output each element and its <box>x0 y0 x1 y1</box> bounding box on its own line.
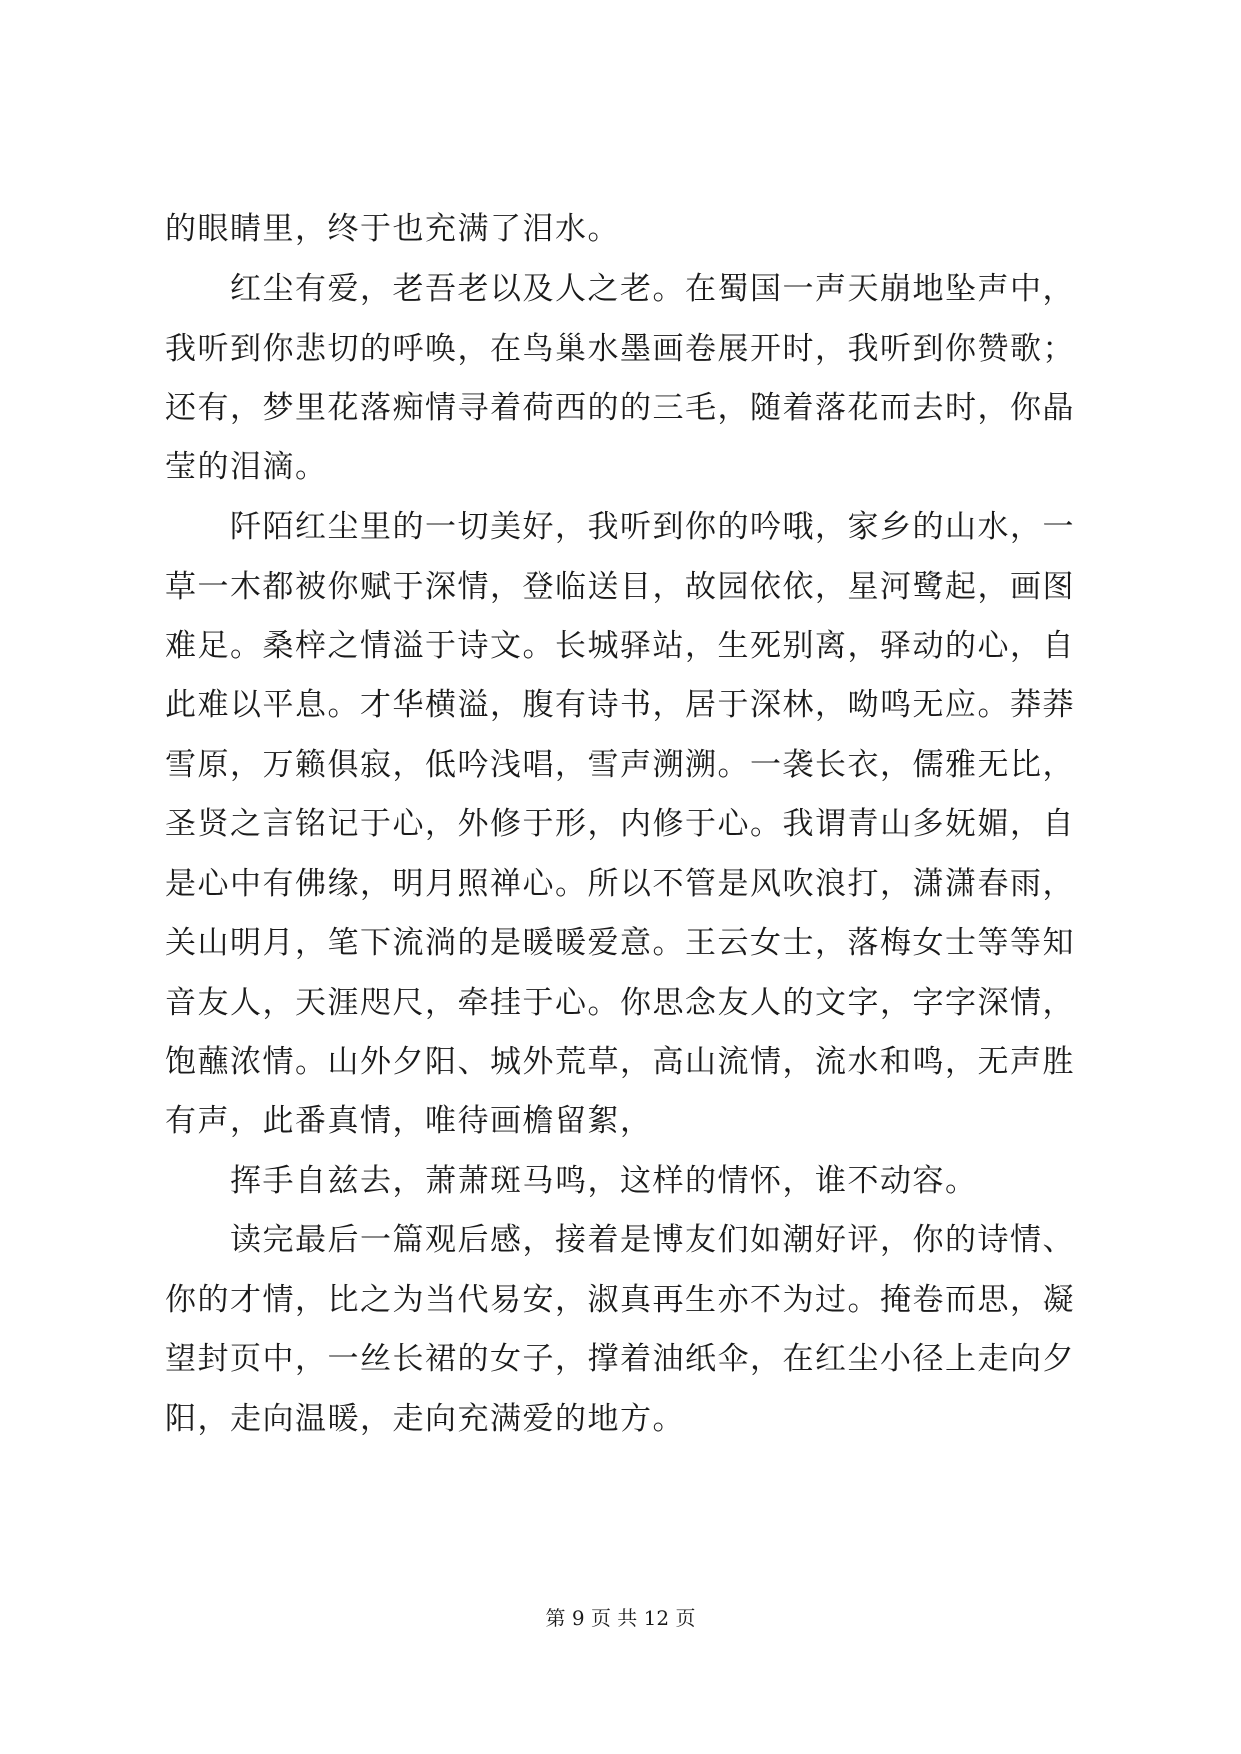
text-line: 莹的泪滴。 <box>165 449 328 485</box>
text-line: 难足。桑梓之情溢于诗文。长城驿站，生死别离，驿动的心，自 <box>165 628 1075 664</box>
text-line: 有声，此番真情，唯待画檐留絮， <box>165 1103 653 1139</box>
text-line: 关山明月，笔下流淌的是暖暖爱意。王云女士，落梅女士等等知 <box>165 925 1075 961</box>
text-line: 是心中有佛缘，明月照禅心。所以不管是风吹浪打，潇潇春雨， <box>165 866 1075 902</box>
text-line: 阳，走向温暖，走向充满爱的地方。 <box>165 1401 685 1437</box>
text-line: 饱蘸浓情。山外夕阳、城外荒草，高山流情，流水和鸣，无声胜 <box>165 1044 1075 1080</box>
text-line: 读完最后一篇观后感，接着是博友们如潮好评，你的诗情、 <box>165 1222 1075 1258</box>
text-line: 雪原，万籁俱寂，低吟浅唱，雪声溯溯。一袭长衣，儒雅无比， <box>165 747 1075 783</box>
text-line: 望封页中，一丝长裙的女子，撑着油纸伞，在红尘小径上走向夕 <box>165 1341 1075 1377</box>
text-line: 音友人，天涯咫尺，牵挂于心。你思念友人的文字，字字深情， <box>165 985 1075 1021</box>
text-line: 草一木都被你赋于深情，登临送目，故园依依，星河鹭起，画图 <box>165 569 1075 605</box>
text-line: 挥手自兹去，萧萧斑马鸣，这样的情怀，谁不动容。 <box>165 1163 978 1199</box>
text-line: 还有，梦里花落痴情寻着荷西的的三毛，随着落花而去时，你晶 <box>165 390 1075 426</box>
text-line: 的眼睛里，终于也充满了泪水。 <box>165 211 620 247</box>
text-line: 你的才情，比之为当代易安，淑真再生亦不为过。掩卷而思，凝 <box>165 1282 1075 1318</box>
text-line: 红尘有爱，老吾老以及人之老。在蜀国一声天崩地坠声中， <box>165 271 1075 307</box>
text-line: 圣贤之言铭记于心，外修于形，内修于心。我谓青山多妩媚，自 <box>165 806 1075 842</box>
page-number-footer: 第 9 页 共 12 页 <box>545 1606 696 1630</box>
text-line: 此难以平息。才华横溢，腹有诗书，居于深林，呦鸣无应。莽莽 <box>165 687 1075 723</box>
text-line: 我听到你悲切的呼唤，在鸟巢水墨画卷展开时，我听到你赞歌； <box>165 331 1075 367</box>
text-line: 阡陌红尘里的一切美好，我听到你的吟哦，家乡的山水，一 <box>165 509 1075 545</box>
